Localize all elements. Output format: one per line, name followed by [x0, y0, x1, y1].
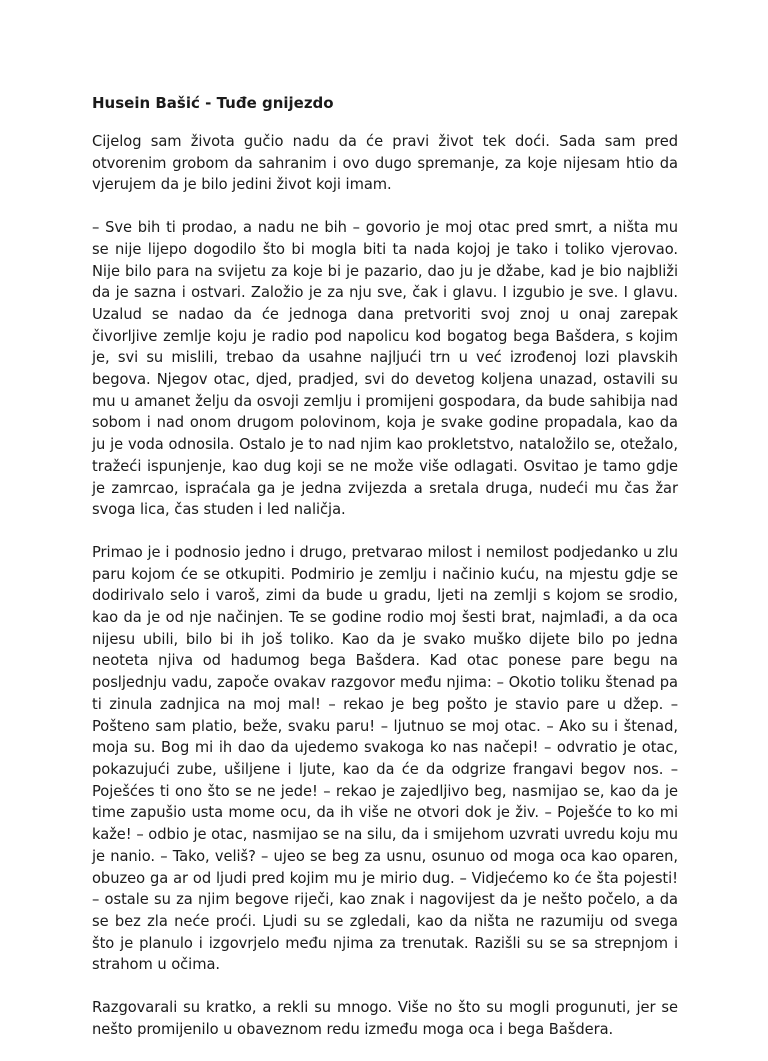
- paragraph-4: Razgovarali su kratko, a rekli su mnogo. Više no što su mogli progunuti, jer se nešto promijenilo u obaveznom redu između moga oca i bega Bašdera.: [92, 999, 678, 1038]
- document-body: [92, 93, 678, 1061]
- paragraph-2: – Sve bih ti prodao, a nadu ne bih – govorio je moj otac pred smrt, a ništa mu se nije lijepo dogodilo što bi mogla biti ta nada kojoj je tako i toliko vjerovao. Nije bilo para na svijetu za koje bi je pazario, dao ju je džabe, kad je bio najbliži da je sazna i ostvari. Založio je za nju sve, čak i glavu. I izgubio je sve. I glavu. Uzalud se nadao da će jednoga dana pretvoriti svoj znoj u onaj zarepak čivorljive zemlje koju je radio pod napolicu kod bogatog bega Bašdera, s kojim je, svi su mislili, trebao da usahne najljući trn u već izrođenoj lozi plavskih begova. Njegov otac, djed, pradjed, svi do devetog koljena unazad, ostavili su mu u amanet želju da osvoji zemlju i promijeni gospodara, da bude sahibija nad sobom i nad onom drugom polovinom, koja je svake godine propadala, kao da ju je voda odnosila. Ostalo je to nad njim kao prokletstvo, nataložilo se, otežalo, tražeći ispunjenje, kao dug koji se ne može više odlagati. Osvitao je tamo gdje je zamrcao, ispraćala ga je jedna zvijezda a sretala druga, nudeći mu čas žar svoga lica, čas studen i led naličja.: [92, 219, 678, 519]
- document-title: Husein Bašić - Tuđe gnijezdo: [92, 94, 334, 112]
- paragraph-1: Cijelog sam života gučio nadu da će pravi život tek doći. Sada sam pred otvorenim grobom da sahranim i ovo dugo spremanje, za koje nijesam htio da vjerujem da je bilo jedini život koji imam.: [92, 133, 678, 194]
- paragraph-3: Primao je i podnosio jedno i drugo, pretvarao milost i nemilost podjedanko u zlu paru kojom će se otkupiti. Podmirio je zemlju i načinio kuću, na mjestu gdje se dodirivalo selo i varoš, zimi da bude u gradu, ljeti na zemlji s kojom se srodio, kao da je od nje načinjen. Te se godine rodio moj šesti brat, najmlađi, a da oca nijesu ubili, bilo bi ih još toliko. Kao da je svako muško dijete bilo po jedna neoteta njiva od hadumog bega Bašdera. Kad otac ponese pare begu na posljednju vadu, započe ovakav razgovor među njima: – Okotio toliku štenad pa ti zinula zadnjica na moj mal! – rekao je beg pošto je stavio pare u džep. – Pošteno sam platio, beže, svaku paru! – ljutnuo se moj otac. – Ako su i štenad, moja su. Bog mi ih dao da ujedemo svakoga ko nas načepi! – odvratio je otac, pokazujući zube, ušiljene i ljute, kao da će da odgrize frangavi begov nos. – Poješćes ti ono što se ne jede! – rekao je zajedljivo beg, nasmijao se, kao da je time zapušio usta mome ocu, da ih više ne otvori dok je živ. – Poješće to ko mi kaže! – odbio je otac, nasmijao se na silu, da i smijehom uzvrati uvredu koju mu je nanio. – Tako, veliš? – ujeo se beg za usnu, osunuo od moga oca kao oparen, obuzeo ga ar od ljudi pred kojim mu je mirio dug. – Vidjećemo ko će šta pojesti! – ostale su za njim begove riječi, kao znak i nagovijest da je nešto počelo, a da se bez zla neće proći. Ljudi su se zgledali, kao da ništa ne razumiju od svega što je planulo i izgovrjelo među njima za trenutak. Razišli su se sa strepnjom i strahom u očima.: [92, 543, 678, 974]
